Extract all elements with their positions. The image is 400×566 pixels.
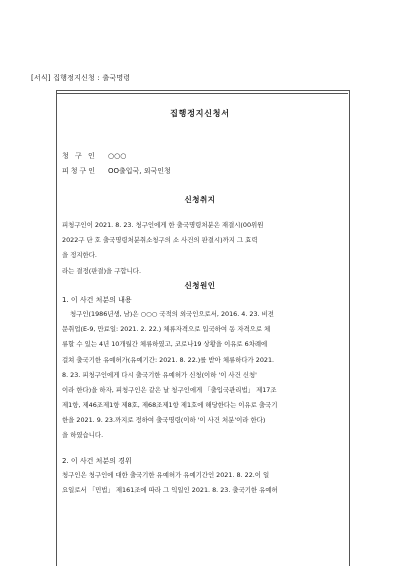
party-respondent [62, 166, 171, 176]
claimant-value: ○○○ [108, 152, 127, 160]
reason-line: 청구인(1986년생, 남)은 ○○○ 국적의 외국인으로서, 2016. 4. 23. 비전 [70, 310, 274, 318]
reason-line: 한을 2021. 9. 23.까지로 정하여 출국명령(이하 '이 사건 처분'이라 한다) [62, 416, 266, 424]
reason-line: 걸쳐 출국기한 유예허가(유예기간: 2021. 8. 22.)를 받아 체류하다가 2021. [62, 356, 275, 364]
purpose-line: 라는 결정(판결)을 구합니다. [62, 267, 141, 275]
reason-line: 제1항, 제46조제1항 제8호, 제68조제1항 제1호에 해당한다는 이유로 출국기 [62, 401, 278, 409]
purpose-line: 피청구인이 2021. 8. 23. 청구인에게 한 출국명령처분은 재결시(00위원 [62, 221, 264, 229]
reason-line: 8. 23. 피청구인에게 다시 출국기한 유예허가 신청(이하 '이 사건 신청' [62, 371, 257, 379]
section-title: 1. 이 사건 처분의 내용 [62, 296, 132, 304]
reason-line: 이라 한다)을 하자, 피청구인은 같은 날 청구인에게 「출입국관리법」 제17조 [62, 386, 277, 394]
reason-line: 청구인은 청구인에 대한 출국기한 유예허가 유예기간인 2021. 8. 22.이 일 [62, 471, 270, 479]
purpose-heading: 신청취지 [184, 195, 216, 204]
reason-line: 류할 수 있는 4년 10개월간 체류하였고, 코로나19 상황을 이유로 6차례에 [62, 340, 268, 348]
reason-line: 요일로서 「민법」 제161조에 따라 그 익일인 2021. 8. 23. 출국기한 유예허 [62, 486, 278, 494]
respondent-value: OO출입국, 외국인청 [108, 167, 171, 175]
form-caption: [서식] 집행정지신청 : 출국명령 [31, 74, 131, 82]
purpose-line: 을 정지한다. [62, 251, 97, 259]
party-claimant [62, 151, 126, 161]
reason-heading: 신청원인 [184, 281, 216, 290]
section-title: 2. 이 사건 처분의 경위 [62, 457, 132, 465]
frame-top-rule [56, 93, 348, 94]
reason-line: 문취업(E-9, 만료일: 2021. 2. 22.) 체류자격으로 입국하여 동 자격으로 체 [62, 325, 271, 333]
claimant-label: 청 구 인 [62, 152, 97, 160]
document-title: 집행정지신청서 [170, 109, 230, 118]
respondent-label: 피청구인 [62, 167, 98, 175]
purpose-line: 2022구 단 호 출국명령처분취소청구의 소 사건의 판결시)까지 그 효력 [62, 236, 258, 244]
reason-line: 을 하였습니다. [62, 431, 104, 439]
